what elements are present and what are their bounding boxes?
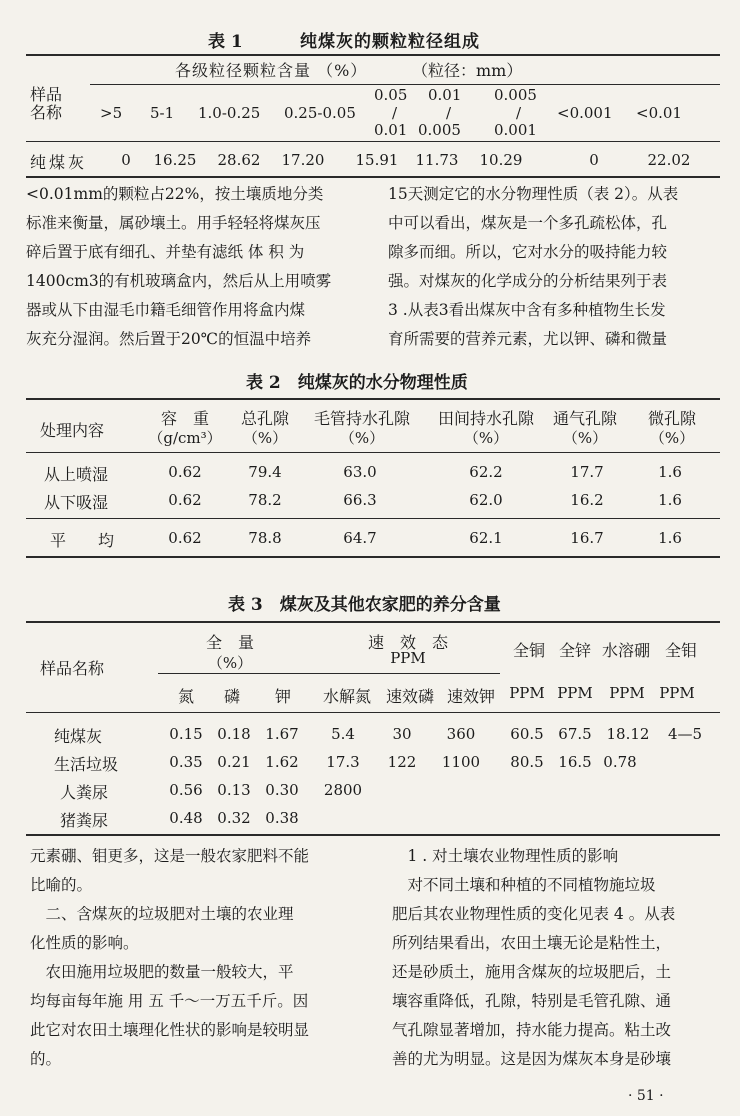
table-2-cell: 62.2	[469, 463, 503, 481]
text-line: 肥后其农业物理性质的变化见表 4 。从表	[392, 905, 676, 923]
table-3-cell: 0.13	[217, 781, 251, 799]
table-1-col-025-005: 0.25-0.05	[284, 104, 356, 122]
table-3-cell: 1.62	[265, 753, 299, 771]
table-1-row-name: 纯煤灰	[30, 153, 88, 172]
table-3-cell: 0.30	[265, 781, 299, 799]
text-line: 隙多而细。所以，它对水分的吸持能力较	[388, 243, 668, 261]
table-1-cell: 0	[589, 151, 599, 169]
table-3-cell: 30	[392, 725, 412, 743]
table-1-row-header-top: 样品	[30, 85, 63, 104]
text-line: 还是砂质土，施用含煤灰的垃圾肥后，土	[392, 963, 672, 981]
text-line: 器或从下由湿毛巾籍毛细管作用将盒内煤	[26, 301, 306, 319]
table-3-cell: 122	[387, 753, 417, 771]
table-1-col-1-025: 1.0-0.25	[198, 104, 261, 122]
table-2-cell: 63.0	[343, 463, 377, 481]
table-1-cell: 11.73	[415, 151, 459, 169]
table-2-cell: 79.4	[248, 463, 282, 481]
table-3-cell: 0.78	[603, 753, 637, 771]
text-line: 化性质的影响。	[30, 934, 139, 952]
table-2-cell: 0.62	[168, 491, 202, 509]
text-line: 强。对煤灰的化学成分的分析结果列于表	[388, 272, 668, 290]
table-3-cell: 80.5	[510, 753, 544, 771]
table-1-cell: 28.62	[217, 151, 261, 169]
table-2-avg-cell: 64.7	[343, 529, 377, 547]
text-line: 灰充分湿润。然后置于20℃的恒温中培养	[26, 330, 312, 348]
table-2-cell: 17.7	[570, 463, 604, 481]
table-1-caption: 纯煤灰的颗粒粒径组成	[300, 32, 480, 52]
table-1-col-lt0001: <0.001	[557, 104, 613, 122]
table-3-trace-unit: PPM	[609, 684, 645, 702]
text-line: 的。	[30, 1050, 62, 1068]
table-1-col-005-slash: /	[392, 104, 398, 122]
table-2-row-label: 从下吸湿	[44, 493, 109, 512]
table-1-col-0005-slash: /	[516, 104, 522, 122]
table-3-group-available-unit: PPM	[390, 649, 426, 667]
text-line: <0.01mm的颗粒占22%，按土壤质地分类	[26, 185, 324, 203]
table-3-cell: 2800	[323, 781, 363, 799]
text-line: 育所需要的营养元素，尤以钾、磷和微量	[388, 330, 668, 348]
table-2-cell: 1.6	[658, 463, 682, 481]
table-2-avg-rule	[26, 518, 720, 519]
table-1-unit-note: （粒径：mm）	[412, 61, 523, 80]
table-3-row-label: 生活垃圾	[54, 755, 119, 774]
text-line: 1400cm3的有机玻璃盒内，然后从上用喷雾	[26, 272, 332, 290]
table-2-header-field-unit: （%）	[463, 429, 509, 447]
table-3-trace-unit: PPM	[509, 684, 545, 702]
table-2-header-bulk-density-unit: （g/cm³）	[148, 429, 222, 447]
table-3-row-header: 样品名称	[40, 659, 105, 678]
table-2-header-aeration-unit: （%）	[562, 429, 608, 447]
table-1-number: 表 1	[208, 32, 243, 52]
body-text-right-1	[388, 180, 722, 354]
text-line: 所列结果看出，农田土壤无论是粘性土，	[392, 934, 672, 952]
table-1-cell: 22.02	[647, 151, 691, 169]
table-3-cell: 0.48	[169, 809, 203, 827]
table-3-cell: 0.35	[169, 753, 203, 771]
table-3-trace-header: 全钼	[664, 641, 697, 660]
table-1-cell: 16.25	[153, 151, 197, 169]
table-1-group-header: 各级粒径颗粒含量 （%）	[175, 61, 368, 80]
table-2-cell: 66.3	[343, 491, 377, 509]
section-heading: 二、含煤灰的垃圾肥对土壤的农业理	[30, 905, 294, 923]
table-1-col-lt001: <0.01	[636, 104, 682, 122]
text-line: 善的尤为明显。这是因为煤灰本身是砂壤	[392, 1050, 672, 1068]
table-1-header-rule	[26, 141, 720, 142]
table-3-group-available: 速 效 态	[367, 633, 448, 652]
table-1-top-rule	[26, 54, 720, 56]
table-3-cell: 0.38	[265, 809, 299, 827]
table-2-header-micropore-unit: （%）	[649, 429, 695, 447]
body-text-right-2	[392, 842, 722, 1074]
table-3-cell: 1.67	[265, 725, 299, 743]
table-3-row-label: 猪粪尿	[60, 811, 109, 830]
text-line: 3 .从表3看出煤灰中含有多种植物生长发	[388, 301, 666, 319]
table-2-header-aeration: 通气孔隙	[552, 409, 617, 428]
text-line: 碎后置于底有细孔、并垫有滤纸 体 积 为	[26, 243, 305, 261]
text-line: 比喻的。	[30, 876, 93, 894]
table-3-bottom-rule	[26, 834, 720, 836]
table-3-trace-unit: PPM	[557, 684, 593, 702]
table-1-col-0005-bottom: 0.001	[494, 121, 537, 139]
table-3-cell: 60.5	[510, 725, 544, 743]
table-1-col-001-bottom: 0.005	[418, 121, 461, 139]
table-3-cell: 5.4	[331, 725, 355, 743]
table-1-cell: 0	[121, 151, 131, 169]
table-3-sub-header: 氮	[177, 687, 194, 706]
text-line: 元素硼、钼更多，这是一般农家肥料不能	[30, 847, 310, 865]
body-text-left-1	[26, 180, 366, 354]
table-3-trace-header: 水溶硼	[601, 641, 650, 660]
table-3-trace-unit: PPM	[659, 684, 695, 702]
table-3-group-rule	[158, 673, 500, 674]
table-1-col-gt5: >5	[100, 104, 123, 122]
table-3-sub-header: 水解氮	[322, 687, 371, 706]
table-2-header-capillary-unit: （%）	[339, 429, 385, 447]
table-3-cell: 0.15	[169, 725, 203, 743]
table-2-cell: 16.2	[570, 491, 604, 509]
table-3-caption: 表 3 煤灰及其他农家肥的养分含量	[228, 595, 501, 615]
table-1-col-005-top: 0.05	[374, 86, 408, 104]
table-2-header-micropore: 微孔隙	[647, 409, 696, 428]
table-2-avg-cell: 78.8	[248, 529, 282, 547]
table-2-avg-cell: 0.62	[168, 529, 202, 547]
text-line: 中可以看出，煤灰是一个多孔疏松体，孔	[388, 214, 668, 232]
table-3-cell: 0.18	[217, 725, 251, 743]
table-1-cell: 17.20	[281, 151, 325, 169]
page-number: · 51 ·	[628, 1088, 664, 1104]
table-3-row-label: 人粪尿	[60, 783, 109, 802]
table-1-col-005-bottom: 0.01	[374, 121, 408, 139]
table-1-cell: 15.91	[355, 151, 399, 169]
text-line: 15天测定它的水分物理性质（表 2）。从表	[388, 185, 679, 203]
text-line: 农田施用垃圾肥的数量一般较大，平	[30, 963, 294, 981]
table-2-avg-label: 平 均	[50, 531, 115, 550]
table-1-col-001-slash: /	[446, 104, 452, 122]
table-1-cell: 10.29	[479, 151, 523, 169]
table-3-top-rule	[26, 621, 720, 623]
table-3-cell: 0.32	[217, 809, 251, 827]
table-2-header-process: 处理内容	[40, 421, 105, 440]
table-3-cell: 0.21	[217, 753, 251, 771]
text-line: 对不同土壤和种植的不同植物施垃圾	[392, 876, 656, 894]
table-1-col-0005-top: 0.005	[494, 86, 537, 104]
table-3-sub-header: 磷	[223, 687, 240, 706]
table-3-header-rule	[26, 712, 720, 713]
table-3-cell: 17.3	[326, 753, 360, 771]
text-line: 此它对农田土壤理化性状的影响是较明显	[30, 1021, 310, 1039]
table-2-header-capillary: 毛管持水孔隙	[313, 409, 410, 428]
table-3-sub-header: 速效磷	[385, 687, 434, 706]
table-1-bottom-rule	[26, 176, 720, 178]
table-3-cell: 4—5	[667, 725, 703, 743]
table-3-cell: 1100	[441, 753, 481, 771]
table-1-group-rule	[90, 84, 720, 85]
table-3-cell: 0.56	[169, 781, 203, 799]
table-2-header-rule	[26, 452, 720, 453]
table-3-cell: 16.5	[558, 753, 592, 771]
table-2-header-total-porosity-unit: （%）	[242, 429, 288, 447]
table-1-row-header-bottom: 名称	[30, 103, 63, 122]
table-3-row-label: 纯煤灰	[54, 727, 103, 746]
table-2-avg-cell: 62.1	[469, 529, 503, 547]
table-2-cell: 78.2	[248, 491, 282, 509]
table-3-trace-header: 全铜	[512, 641, 545, 660]
table-2-header-field: 田间持水孔隙	[437, 409, 534, 428]
table-2-cell: 62.0	[469, 491, 503, 509]
table-2-top-rule	[26, 398, 720, 400]
table-3-cell: 67.5	[558, 725, 592, 743]
text-line: 壤容重降低，孔隙，特别是毛管孔隙、通	[392, 992, 672, 1010]
body-text-left-2	[30, 842, 370, 1074]
table-3-cell: 18.12	[606, 725, 650, 743]
table-2-bottom-rule	[26, 556, 720, 558]
table-3-group-total-unit: （%）	[207, 654, 253, 672]
table-1-col-5-1: 5-1	[150, 104, 175, 122]
table-2-cell: 1.6	[658, 491, 682, 509]
table-3-sub-header: 速效钾	[446, 687, 495, 706]
table-3-sub-header: 钾	[274, 687, 291, 706]
table-3-cell: 360	[446, 725, 476, 743]
table-2-avg-cell: 16.7	[570, 529, 604, 547]
text-line: 标准来衡量，属砂壤土。用手轻轻将煤灰压	[26, 214, 321, 232]
table-2-cell: 0.62	[168, 463, 202, 481]
table-3-group-total: 全 量	[205, 633, 254, 652]
table-2-header-bulk-density: 容 重	[160, 409, 209, 428]
table-2-caption: 表 2 纯煤灰的水分物理性质	[246, 373, 468, 393]
table-1-col-001-top: 0.01	[428, 86, 462, 104]
table-2-header-total-porosity: 总孔隙	[240, 409, 289, 428]
table-2-row-label: 从上喷湿	[44, 465, 109, 484]
table-3-trace-header: 全锌	[558, 641, 591, 660]
text-line: 均每亩每年施 用 五 千～一万五千斤。因	[30, 992, 309, 1010]
subsection-heading: 1 . 对土壤农业物理性质的影响	[392, 847, 619, 865]
table-2-avg-cell: 1.6	[658, 529, 682, 547]
text-line: 气孔隙显著增加，持水能力提高。粘土改	[392, 1021, 672, 1039]
